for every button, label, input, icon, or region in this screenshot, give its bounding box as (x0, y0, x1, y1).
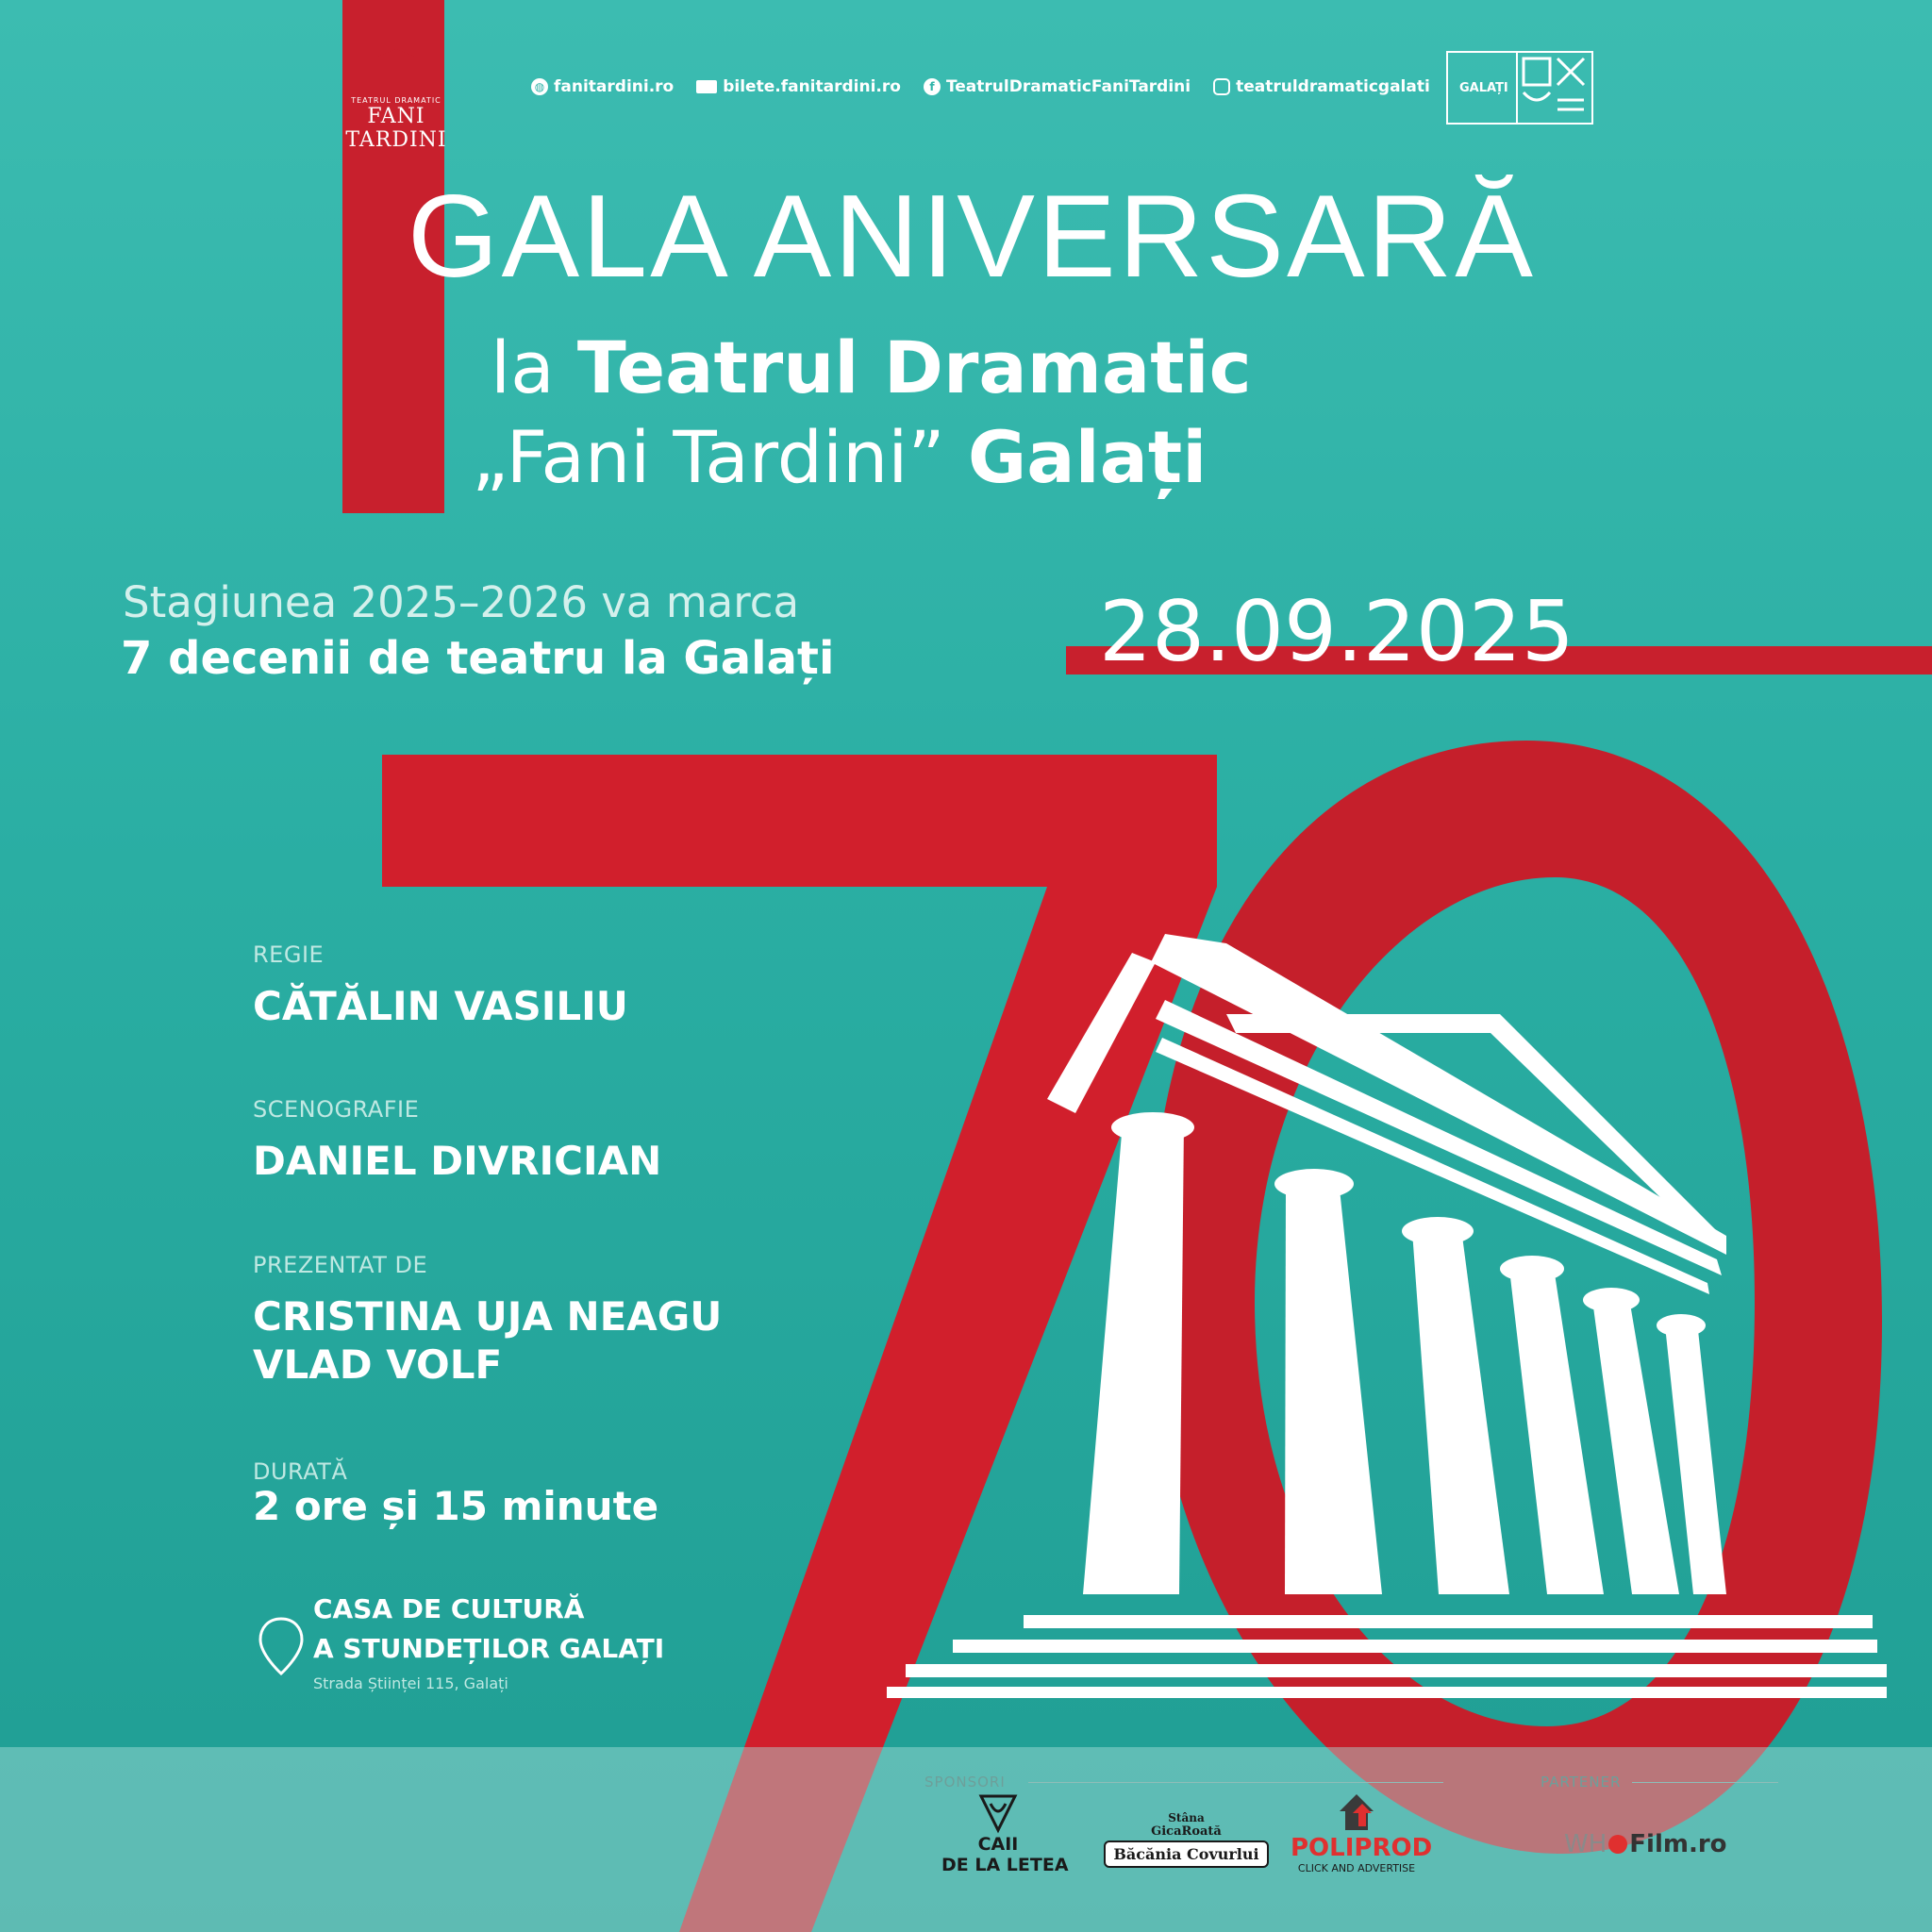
partner-label: PARTENER (1541, 1774, 1622, 1790)
sponsor-2-line-1: Stâna (1168, 1811, 1205, 1824)
subtitle-line-1 (491, 325, 1252, 409)
city-pattern-icon (1516, 53, 1590, 123)
tickets-link-text: bilete.fanitardini.ro (723, 77, 901, 96)
logo-name-text: FANI TARDINI (345, 105, 447, 152)
instagram-link-text: teatruldramaticgalati (1236, 77, 1430, 96)
season-line-1: Stagiunea 2025–2026 va marca (123, 577, 800, 627)
horseshoe-logo-icon (977, 1790, 1019, 1834)
venue-address: Strada Științei 115, Galați (313, 1674, 508, 1692)
season-line-2: 7 decenii de teatru la Galați (121, 632, 835, 685)
event-title: GALA ANIVERSARĂ (408, 172, 1536, 302)
event-date: 28.09.2025 (1099, 583, 1574, 680)
sponsors-divider (1028, 1782, 1443, 1783)
subtitle-line-2 (472, 415, 1207, 499)
sponsor-2-line-2: GicaRoată (1151, 1824, 1222, 1839)
facebook-link-text: TeatrulDramaticFaniTardini (945, 77, 1191, 96)
instagram-link[interactable] (1213, 77, 1430, 96)
theatre-logo (330, 47, 462, 152)
sponsor-poliprod[interactable] (1291, 1790, 1433, 1894)
partner-divider (1632, 1782, 1778, 1783)
header-links (531, 75, 1430, 98)
sponsor-3-line-1: POLIPROD (1291, 1834, 1433, 1862)
globe-icon: ◍ (531, 78, 548, 95)
subtitle-prefix: la (491, 325, 577, 409)
location-pin-icon (253, 1615, 309, 1677)
sponsor-bacania-covurlui[interactable] (1104, 1811, 1269, 1887)
subtitle-name: „Fani Tardini” (472, 415, 968, 499)
website-link-text: fanitardini.ro (554, 77, 675, 96)
city-logo-text: GALAȚI (1459, 80, 1508, 95)
presented-label: PREZENTAT DE (253, 1252, 428, 1278)
presenter-1: CRISTINA UJA NEAGU (253, 1293, 723, 1340)
partner-whofilm[interactable] (1564, 1830, 1762, 1864)
direction-value: CĂTĂLIN VASILIU (253, 983, 628, 1029)
sponsor-1-line-1: CAII (977, 1834, 1019, 1855)
subtitle-theatre: Teatrul Dramatic (576, 325, 1252, 409)
record-dot-icon (1608, 1835, 1627, 1854)
sponsor-3-line-2: CLICK AND ADVERTISE (1297, 1862, 1416, 1874)
duration-label: DURATĂ (253, 1458, 348, 1485)
subtitle-city: Galați (967, 415, 1208, 499)
partner-suffix: Film.ro (1629, 1830, 1727, 1858)
facebook-link[interactable] (924, 77, 1191, 96)
logo-small-text: TEATRUL DRAMATIC (351, 96, 441, 105)
sponsors-label: SPONSORI (924, 1774, 1006, 1790)
partner-prefix: WH (1564, 1830, 1607, 1858)
temple-logo-icon (373, 47, 420, 91)
tickets-link[interactable] (696, 77, 901, 96)
scenography-label: SCENOGRAFIE (253, 1096, 420, 1123)
website-link[interactable] (531, 77, 674, 96)
sponsor-caii-de-la-letea[interactable] (941, 1790, 1069, 1894)
sponsor-2-line-3: Băcănia Covurlui (1104, 1840, 1269, 1868)
duration-value: 2 ore și 15 minute (253, 1483, 659, 1529)
scenography-value: DANIEL DIVRICIAN (253, 1138, 662, 1184)
facebook-icon: f (924, 78, 941, 95)
venue-name (313, 1590, 664, 1669)
presenter-2: VLAD VOLF (253, 1341, 503, 1388)
direction-label: REGIE (253, 941, 325, 968)
venue-name-line-2: A STUNDEȚILOR GALAȚI (313, 1633, 665, 1664)
sponsor-1-line-2: DE LA LETEA (941, 1855, 1069, 1875)
ticket-icon (696, 80, 717, 93)
instagram-icon (1213, 78, 1230, 95)
house-arrow-logo-icon (1330, 1790, 1383, 1834)
venue-name-line-1: CASA DE CULTURĂ (313, 1593, 585, 1624)
city-logo (1446, 51, 1593, 125)
